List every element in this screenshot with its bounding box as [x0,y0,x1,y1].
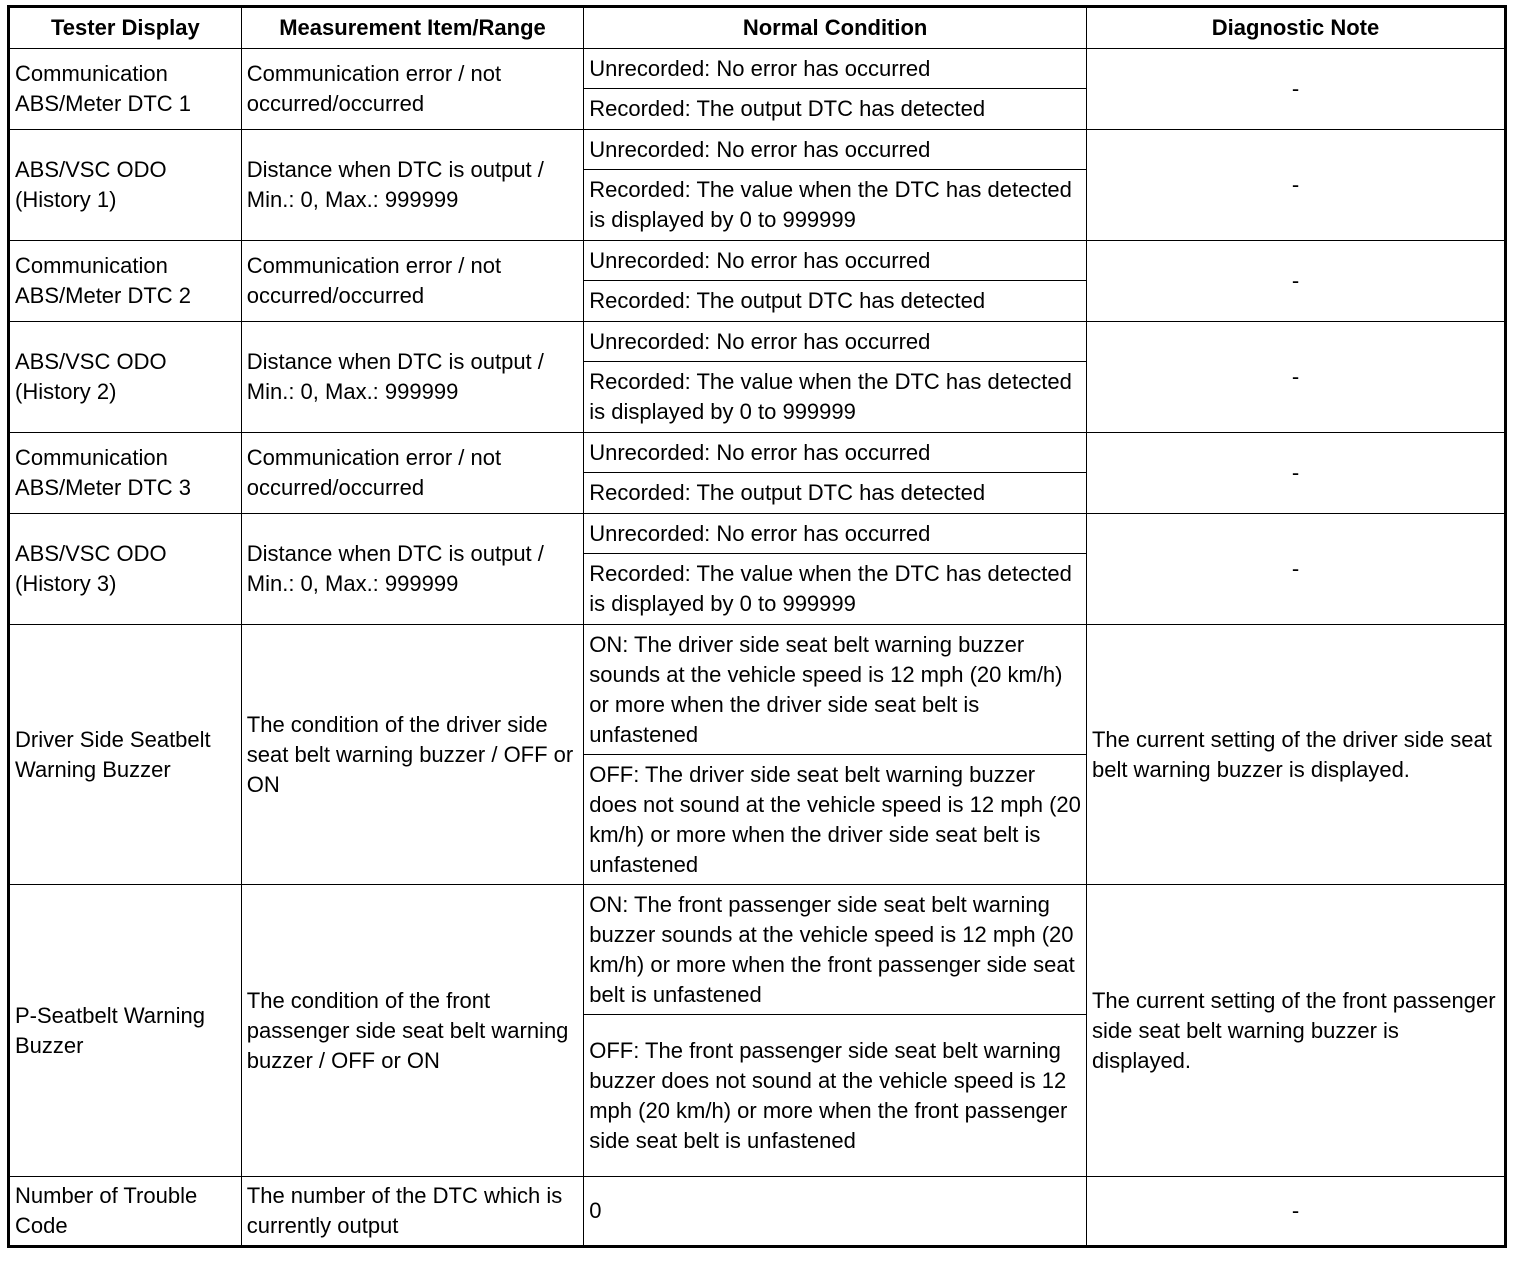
normal-condition-cell: Recorded: The value when the DTC has detected is displayed by 0 to 999999 [584,362,1087,433]
tester-display-cell: Driver Side Seatbelt Warning Buzzer [9,625,242,885]
measurement-item-cell: Distance when DTC is output / Min.: 0, Max.: 999999 [241,514,583,625]
table-row [9,1177,1506,1247]
header-normal-condition: Normal Condition [584,7,1087,49]
diagnostic-note-cell: - [1086,130,1505,241]
diagnostic-note-cell: - [1086,241,1505,322]
diagnostic-note-cell: The current setting of the driver side seat belt warning buzzer is displayed. [1086,625,1505,885]
normal-condition-cell: 0 [584,1177,1087,1247]
measurement-item-cell: Communication error / not occurred/occurred [241,49,583,130]
normal-condition-cell: OFF: The front passenger side seat belt warning buzzer does not sound at the vehicle speed is 12 mph (20 km/h) or more when the front passenger side seat belt is unfastened [584,1015,1087,1177]
table-row [9,514,1506,554]
normal-condition-cell: Recorded: The output DTC has detected [584,281,1087,322]
table-row [9,625,1506,755]
normal-condition-cell: Unrecorded: No error has occurred [584,433,1087,473]
measurement-item-cell: The condition of the driver side seat belt warning buzzer / OFF or ON [241,625,583,885]
measurement-item-cell: Distance when DTC is output / Min.: 0, Max.: 999999 [241,130,583,241]
header-measurement-item: Measurement Item/Range [241,7,583,49]
normal-condition-cell: Unrecorded: No error has occurred [584,49,1087,89]
normal-condition-cell: Recorded: The value when the DTC has detected is displayed by 0 to 999999 [584,554,1087,625]
measurement-item-cell: Communication error / not occurred/occurred [241,241,583,322]
normal-condition-cell: Unrecorded: No error has occurred [584,322,1087,362]
normal-condition-cell: OFF: The driver side seat belt warning buzzer does not sound at the vehicle speed is 12 mph (20 km/h) or more when the driver side seat belt is unfastened [584,755,1087,885]
normal-condition-cell: ON: The front passenger side seat belt warning buzzer sounds at the vehicle speed is 12 mph (20 km/h) or more when the front passenger side seat belt is unfastened [584,885,1087,1015]
tester-display-cell: ABS/VSC ODO (History 3) [9,514,242,625]
diagnostic-note-cell: - [1086,433,1505,514]
tester-display-cell: Communication ABS/Meter DTC 3 [9,433,242,514]
header-row [9,7,1506,49]
table-row [9,885,1506,1015]
normal-condition-cell: Recorded: The output DTC has detected [584,89,1087,130]
normal-condition-cell: Recorded: The value when the DTC has detected is displayed by 0 to 999999 [584,170,1087,241]
normal-condition-cell: Recorded: The output DTC has detected [584,473,1087,514]
measurement-item-cell: The condition of the front passenger side seat belt warning buzzer / OFF or ON [241,885,583,1177]
table-row [9,322,1506,362]
diagnostic-note-cell: - [1086,514,1505,625]
measurement-item-cell: Communication error / not occurred/occurred [241,433,583,514]
normal-condition-cell: Unrecorded: No error has occurred [584,241,1087,281]
diagnostic-note-cell: The current setting of the front passenger side seat belt warning buzzer is displayed. [1086,885,1505,1177]
tester-display-cell: Communication ABS/Meter DTC 2 [9,241,242,322]
tester-display-cell: Communication ABS/Meter DTC 1 [9,49,242,130]
diagnostic-note-cell: - [1086,322,1505,433]
tester-display-cell: P-Seatbelt Warning Buzzer [9,885,242,1177]
data-list-table [7,5,1507,1248]
header-tester-display: Tester Display [9,7,242,49]
table-row [9,49,1506,89]
measurement-item-cell: The number of the DTC which is currently output [241,1177,583,1247]
normal-condition-cell: Unrecorded: No error has occurred [584,514,1087,554]
table-row [9,130,1506,170]
table-row [9,241,1506,281]
header-diagnostic-note: Diagnostic Note [1086,7,1505,49]
normal-condition-cell: Unrecorded: No error has occurred [584,130,1087,170]
normal-condition-cell: ON: The driver side seat belt warning buzzer sounds at the vehicle speed is 12 mph (20 km/h) or more when the driver side seat belt is unfastened [584,625,1087,755]
measurement-item-cell: Distance when DTC is output / Min.: 0, Max.: 999999 [241,322,583,433]
table-row [9,433,1506,473]
tester-display-cell: ABS/VSC ODO (History 2) [9,322,242,433]
tester-display-cell: ABS/VSC ODO (History 1) [9,130,242,241]
tester-display-cell: Number of Trouble Code [9,1177,242,1247]
diagnostic-note-cell: - [1086,1177,1505,1247]
diagnostic-note-cell: - [1086,49,1505,130]
